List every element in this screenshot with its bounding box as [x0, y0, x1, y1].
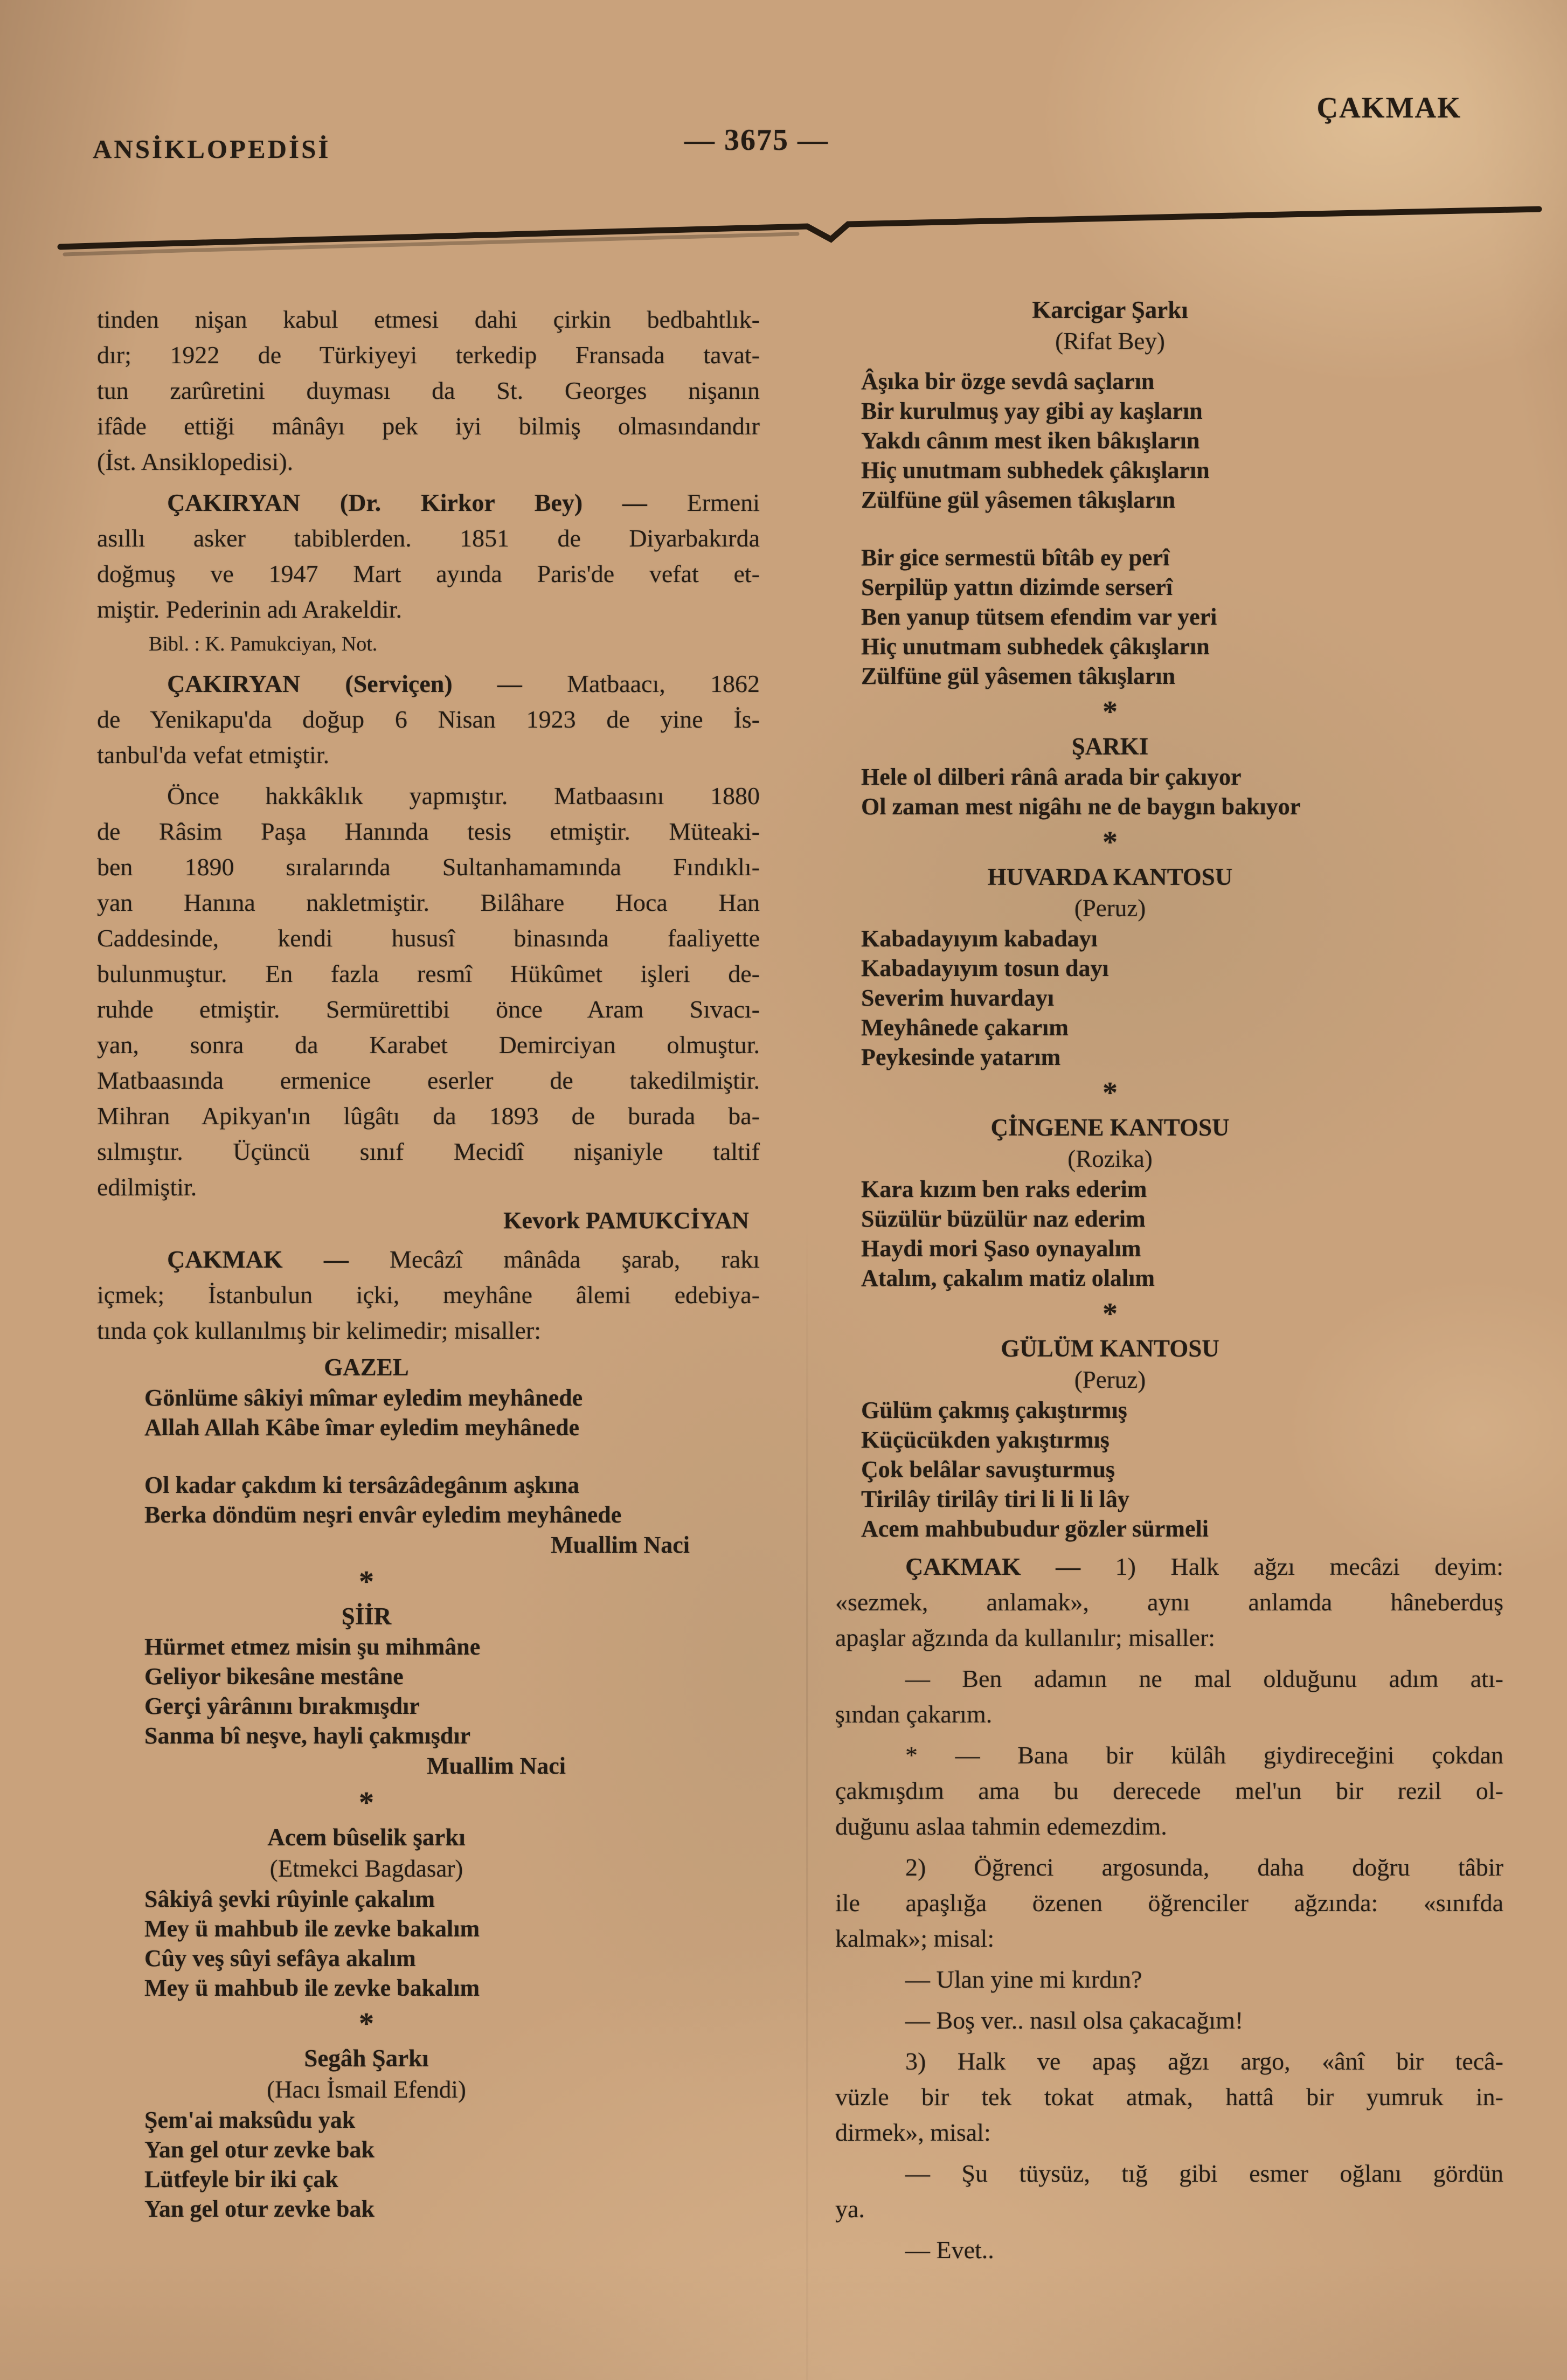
text-line: doğmuş ve 1947 Mart ayında Paris'de vefat et- — [97, 560, 760, 587]
verse-line: Geliyor bikesâne mestâne — [144, 1663, 404, 1690]
paragraph — [835, 1661, 1503, 1732]
poem-author: (Etmekci Bagdasar) — [269, 1855, 463, 1882]
poem-title: GAZEL — [324, 1354, 409, 1381]
verse-block — [835, 543, 1503, 691]
verse-line: Küçücükden yakıştırmış — [861, 1427, 1110, 1453]
verse-line: Berka döndüm neşri envâr eyledim meyhânede — [144, 1502, 622, 1528]
verse-line: Zülfüne gül yâsemen tâkışların — [861, 487, 1176, 513]
verse-line: Atalım, çakalım matiz olalım — [861, 1265, 1155, 1291]
text-line: ÇAKMAK — Mecâzî mânâda şarab, rakı — [167, 1246, 760, 1273]
verse-block — [97, 1383, 760, 1442]
entry-headword: ÇAKIRYAN (Serviçen) — — [167, 670, 567, 697]
running-title: ANSİKLOPEDİSİ — [93, 134, 331, 164]
verse-line: Kabadayıyım tosun dayı — [861, 955, 1109, 981]
verse-line: Yakdı cânım mest iken bâkışların — [861, 427, 1200, 454]
text-line: 2) Öğrenci argosunda, daha doğru tâbir — [905, 1853, 1503, 1881]
text-line: yan Hanına nakletmiştir. Bilâhare Hoca Han — [97, 889, 760, 916]
left-column — [97, 302, 760, 2224]
entry-headword: ÇAKMAK — — [905, 1553, 1115, 1580]
text-line: ÇAKIRYAN (Serviçen) — Matbaacı, 1862 — [167, 670, 760, 697]
paragraph — [97, 778, 760, 1205]
star-separator: * — [359, 1786, 374, 1819]
paragraph — [835, 1549, 1503, 1656]
verse-block — [97, 1632, 760, 1751]
paragraph — [97, 1242, 760, 1348]
verse-line: Cûy veş sûyi sefâya akalım — [144, 1945, 416, 1971]
verse-line: Kara kızım ben raks ederim — [861, 1176, 1147, 1202]
verse-line: Hiç unutmam subhedek çâkışların — [861, 457, 1210, 483]
text-line: Caddesinde, kendi hususî binasında faaliyette — [97, 924, 760, 952]
verse-line: Tirilây tirilây tiri li li li lây — [861, 1486, 1129, 1512]
verse-line: Ol zaman mest nigâhı ne de baygın bakıyor — [861, 793, 1301, 820]
text-line: Önce hakkâklık yapmıştır. Matbaasını 1880 — [167, 782, 760, 810]
poem-author: (Rifat Bey) — [1055, 328, 1165, 355]
poem-author: (Hacı İsmail Efendi) — [267, 2076, 466, 2103]
verse-line: Meyhânede çakarım — [861, 1014, 1069, 1041]
verse-line: Lütfeyle bir iki çak — [144, 2166, 338, 2192]
text-line: apaşlar ağzında da kullanılır; misaller: — [835, 1624, 1216, 1651]
text-line: içmek; İstanbulun içki, meyhâne âlemi edebiya- — [97, 1281, 760, 1309]
verse-line: Yan gel otur zevke bak — [144, 2136, 375, 2163]
star-separator: * — [1103, 826, 1118, 859]
verse-line: Sâkiyâ şevki rûyinle çakalım — [144, 1886, 435, 1912]
verse-line: Mey ü mahbub ile zevke bakalım — [144, 1915, 480, 1942]
paragraph — [835, 1962, 1503, 1997]
text-line: çakmışdım ama bu derecede mel'un bir rezil ol- — [835, 1777, 1503, 1804]
text-line: kalmak»; misal: — [835, 1925, 995, 1952]
verse-line: Bir gice sermestü bîtâb ey perî — [861, 544, 1170, 571]
verse-line: Zülfüne gül yâsemen tâkışların — [861, 663, 1176, 689]
verse-line: Mey ü mahbub ile zevke bakalım — [144, 1975, 480, 2001]
entry-headword: ÇAKIRYAN (Dr. Kirkor Bey) — — [167, 489, 687, 516]
text-line: sılmıştır. Üçüncü sınıf Mecidî nişaniyle taltif — [97, 1138, 760, 1165]
star-separator: * — [359, 2007, 374, 2040]
text-line: vüzle bir tek tokat atmak, hattâ bir yumruk in- — [835, 2083, 1503, 2111]
paragraph — [835, 1850, 1503, 1956]
verse-block — [97, 1470, 760, 1530]
text-line: 3) Halk ve apaş ağzı argo, «ânî bir tecâ- — [905, 2047, 1503, 2075]
spacer — [835, 515, 1503, 543]
right-column — [835, 291, 1503, 2268]
text-line: dır; 1922 de Türkiyeyi terkedip Fransada tavat- — [97, 341, 760, 369]
verse-block — [97, 2105, 760, 2224]
paragraph — [835, 2156, 1503, 2227]
verse-block — [835, 1174, 1503, 1293]
poem-author: (Rozika) — [1067, 1145, 1153, 1172]
entry-headword: ÇAKMAK — — [167, 1246, 390, 1273]
verse-line: Serpilüp yattın dizimde serserî — [861, 574, 1173, 600]
poem-title: GÜLÜM KANTOSU — [1001, 1335, 1219, 1362]
verse-line: Süzülür büzülür naz ederim — [861, 1206, 1146, 1232]
verse-line: Sanma bî neşve, hayli çakmışdır — [144, 1722, 471, 1749]
paragraph — [97, 666, 760, 773]
text-line: ben 1890 sıralarında Sultanhamamında Fındıklı- — [97, 853, 760, 881]
text-line: ifâde ettiği mânâyı pek iyi bilmiş olmasındandır — [97, 412, 760, 440]
text-line: ruhde etmiştir. Sermürettibi önce Aram Sıvacı- — [97, 995, 760, 1023]
text-line: miştir. Pederinin adı Arakeldir. — [97, 596, 402, 623]
verse-block — [835, 762, 1503, 821]
paragraph — [835, 2003, 1503, 2038]
poem-title: ÇİNGENE KANTOSU — [990, 1114, 1230, 1141]
text-line: de Yenikapu'da doğup 6 Nisan 1923 de yine İs- — [97, 705, 760, 733]
verse-line: Peykesinde yatarım — [861, 1044, 1061, 1070]
poem-title: Acem bûselik şarkı — [267, 1824, 466, 1851]
text-line: yan, sonra da Karabet Demirciyan olmuştur. — [97, 1031, 760, 1058]
verse-line: Severim huvardayı — [861, 985, 1055, 1011]
attribution: Muallim Naci — [551, 1532, 690, 1558]
text-line: «sezmek, anlamak», aynı anlamda hâneberduş — [835, 1588, 1503, 1616]
paragraph — [97, 302, 760, 480]
verse-line: Ben yanup tütsem efendim var yeri — [861, 604, 1217, 630]
text-line: — Şu tüysüz, tığ gibi esmer oğlanı gördün — [905, 2160, 1503, 2187]
verse-line: Acem mahbubudur gözler sürmeli — [861, 1516, 1209, 1542]
bibliography-line: Bibl. : K. Pamukciyan, Not. — [149, 633, 378, 655]
paragraph — [835, 1738, 1503, 1844]
text-line: şından çakarım. — [835, 1700, 993, 1728]
verse-line: Kabadayıyım kabadayı — [861, 925, 1098, 952]
text-line: * — Bana bir külâh giydireceğini çokdan — [905, 1741, 1503, 1769]
verse-line: Hiç unutmam subhedek çâkışların — [861, 633, 1210, 660]
verse-line: Hele ol dilberi rânâ arada bir çakıyor — [861, 764, 1242, 790]
text-line: tun zarûretini duyması da St. Georges nişanın — [97, 377, 760, 404]
attribution: Kevork PAMUKCİYAN — [503, 1207, 749, 1234]
verse-line: Çok belâlar savuşturmuş — [861, 1456, 1115, 1483]
text-line: de Râsim Paşa Hanında tesis etmiştir. Müteaki- — [97, 818, 760, 845]
page-number: — 3675 — — [684, 123, 829, 157]
poem-title: ŞARKI — [1071, 733, 1149, 760]
verse-line: Gerçi yârânını bırakmışdır — [144, 1693, 420, 1719]
verse-line: Hürmet etmez misin şu mihmâne — [144, 1634, 481, 1660]
verse-line: Bir kurulmuş yay gibi ay kaşların — [861, 398, 1203, 424]
text-line: ÇAKMAK — 1) Halk ağzı mecâzi deyim: — [905, 1553, 1504, 1580]
attribution: Muallim Naci — [427, 1753, 566, 1779]
star-separator: * — [1103, 695, 1118, 729]
text-line: ile apaşlığa özenen öğrenciler ağzında: «sınıfda — [835, 1889, 1503, 1917]
text-line: asıllı asker tabiblerden. 1851 de Diyarbakırda — [97, 524, 760, 552]
text-line: (İst. Ansiklopedisi). — [97, 448, 294, 475]
text-line: tinden nişan kabul etmesi dahi çirkin bedbahtlık- — [97, 306, 760, 333]
text-line: tanbul'da vefat etmiştir. — [97, 741, 330, 769]
verse-block — [835, 1395, 1503, 1544]
verse-line: Şem'ai maksûdu yak — [144, 2107, 356, 2133]
verse-line: Gönlüme sâkiyi mîmar eyledim meyhânede — [144, 1385, 583, 1411]
star-separator: * — [1103, 1297, 1118, 1331]
paragraph — [97, 485, 760, 627]
spacer — [97, 1442, 760, 1470]
verse-line: Allah Allah Kâbe îmar eyledim meyhânede — [144, 1414, 580, 1441]
text-line: ÇAKIRYAN (Dr. Kirkor Bey) — Ermeni — [167, 489, 760, 516]
text-line: Mihran Apikyan'ın lûgâtı da 1893 de burada ba- — [97, 1102, 760, 1130]
verse-block — [835, 924, 1503, 1072]
text-line: tında çok kullanılmış bir kelimedir; misaller: — [97, 1317, 542, 1344]
text-line: bulunmuştur. En fazla resmî Hükûmet işleri de- — [97, 960, 760, 987]
text-line: — Evet.. — [905, 2236, 994, 2264]
poem-title: Segâh Şarkı — [304, 2045, 429, 2072]
verse-block — [835, 366, 1503, 515]
text-line: — Ben adamın ne mal olduğunu adım atı- — [905, 1665, 1503, 1692]
spacer — [835, 357, 1503, 366]
text-line: dirmek», misal: — [835, 2119, 991, 2146]
poem-author: (Peruz) — [1074, 895, 1146, 922]
entry-keyword: ÇAKMAK — [1316, 91, 1461, 124]
verse-block — [97, 1884, 760, 2003]
text-line: edilmiştir. — [97, 1173, 197, 1201]
text-line: — Boş ver.. nasıl olsa çakacağım! — [905, 2007, 1244, 2034]
verse-line: Haydi mori Şaso oynayalım — [861, 1235, 1141, 1262]
verse-line: Yan gel otur zevke bak — [144, 2196, 375, 2222]
header-rule — [0, 194, 1567, 269]
verse-line: Âşıka bir özge sevdâ saçların — [861, 368, 1155, 395]
text-line: Matbaasında ermenice eserler de takedilmiştir. — [97, 1067, 760, 1094]
text-line: — Ulan yine mi kırdın? — [905, 1966, 1142, 1993]
poem-author: (Peruz) — [1074, 1366, 1146, 1393]
verse-line: Gülüm çakmış çakıştırmış — [861, 1397, 1127, 1423]
text-line: ya. — [835, 2195, 865, 2223]
poem-title: ŞİİR — [341, 1603, 392, 1630]
verse-line: Ol kadar çakdım ki tersâzâdegânım aşkına — [144, 1472, 580, 1498]
paragraph — [835, 2232, 1503, 2268]
poem-title: Karcigar Şarkı — [1032, 296, 1188, 323]
star-separator: * — [1103, 1076, 1118, 1110]
paragraph — [835, 2044, 1503, 2150]
text-line: duğunu aslaa tahmin edemezdim. — [835, 1812, 1167, 1840]
poem-title: HUVARDA KANTOSU — [987, 863, 1233, 890]
star-separator: * — [359, 1565, 374, 1599]
